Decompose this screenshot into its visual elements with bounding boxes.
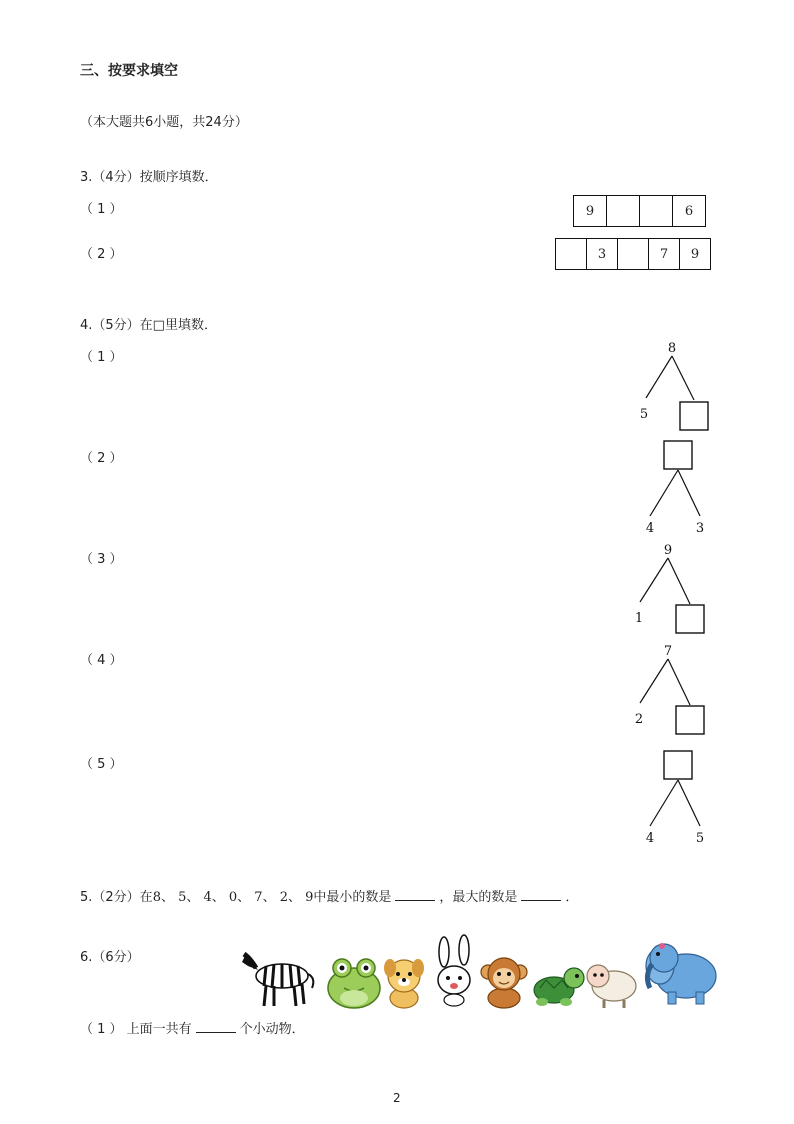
seq2-cell: 3: [586, 238, 618, 270]
q4-sub1-label: （ 1 ）: [80, 350, 123, 365]
turtle-icon: [534, 968, 584, 1006]
number-bond-5: [630, 748, 720, 848]
q6-sub1-suffix: 个小动物．: [239, 1022, 305, 1037]
bond1-answer-box[interactable]: [680, 402, 708, 430]
bond1-top: 8: [667, 341, 677, 356]
q3-sequence-1: [574, 195, 706, 227]
section-note: （本大题共6小题，共24分）: [80, 115, 248, 130]
rabbit-icon: [438, 935, 470, 1006]
q4-label: 4.（5分）在□里填数．: [80, 318, 217, 333]
bond2-answer-box[interactable]: [664, 441, 692, 469]
animals-illustration: [236, 934, 720, 1010]
q5-end: ．: [565, 890, 579, 905]
seq2-cell-blank[interactable]: [617, 238, 649, 270]
seq1-cell: 6: [672, 195, 706, 227]
bond5-right: 5: [695, 831, 705, 846]
q5-min-answer-blank[interactable]: [395, 888, 435, 901]
sheep-icon: [587, 965, 636, 1008]
q6-label: 6.（6分）: [80, 950, 140, 965]
zebra-icon: [242, 954, 313, 1006]
bond4-left: 2: [634, 712, 644, 727]
q4-sub5-label: （ 5 ）: [80, 757, 123, 772]
bond1-left: 5: [639, 407, 649, 422]
bond3-left: 1: [634, 611, 644, 626]
q6-sub1-prefix: （ 1 ） 上面一共有: [80, 1022, 192, 1037]
seq1-cell-blank[interactable]: [639, 195, 673, 227]
q5-prefix: 5.（2分）在: [80, 890, 153, 905]
bond5-answer-box[interactable]: [664, 751, 692, 779]
q5-mid2: ，最大的数是: [439, 890, 518, 905]
q6-animal-count-blank[interactable]: [196, 1020, 236, 1033]
monkey-icon: [481, 958, 527, 1008]
elephant-icon: [646, 943, 716, 1004]
section-title: 三、按要求填空: [80, 63, 178, 79]
number-bond-2: [630, 438, 720, 538]
number-bond-1: [630, 336, 720, 436]
seq2-cell-blank[interactable]: [555, 238, 587, 270]
q6-sub1-line: [80, 1018, 305, 1037]
seq1-cell-blank[interactable]: [606, 195, 640, 227]
q4-sub3-label: （ 3 ）: [80, 552, 123, 567]
bond3-answer-box[interactable]: [676, 605, 704, 633]
seq2-cell: 9: [679, 238, 711, 270]
frog-icon: [328, 959, 380, 1008]
bond2-left: 4: [645, 521, 655, 536]
q3-label: 3.（4分）按顺序填数．: [80, 170, 218, 185]
seq1-cell: 9: [573, 195, 607, 227]
q3-sub2-label: （ 2 ）: [80, 247, 123, 262]
q5-numbers: 8、 5、 4、 0、 7、 2、 9: [152, 890, 314, 905]
bond5-left: 4: [645, 831, 655, 846]
page-number: 2: [393, 1091, 401, 1105]
dog-icon: [384, 959, 424, 1008]
bond4-answer-box[interactable]: [676, 706, 704, 734]
bond4-top: 7: [663, 644, 673, 659]
q5-max-answer-blank[interactable]: [521, 888, 561, 901]
bond2-right: 3: [695, 521, 705, 536]
q3-sub1-label: （ 1 ）: [80, 202, 123, 217]
q5-mid: 中最小的数是: [313, 890, 392, 905]
bond3-top: 9: [663, 543, 673, 558]
q4-sub4-label: （ 4 ）: [80, 653, 123, 668]
q3-sequence-2: [556, 238, 711, 270]
seq2-cell: 7: [648, 238, 680, 270]
number-bond-4: [626, 639, 716, 739]
q5-line: [80, 886, 578, 905]
number-bond-3: [626, 538, 716, 638]
q4-sub2-label: （ 2 ）: [80, 451, 123, 466]
